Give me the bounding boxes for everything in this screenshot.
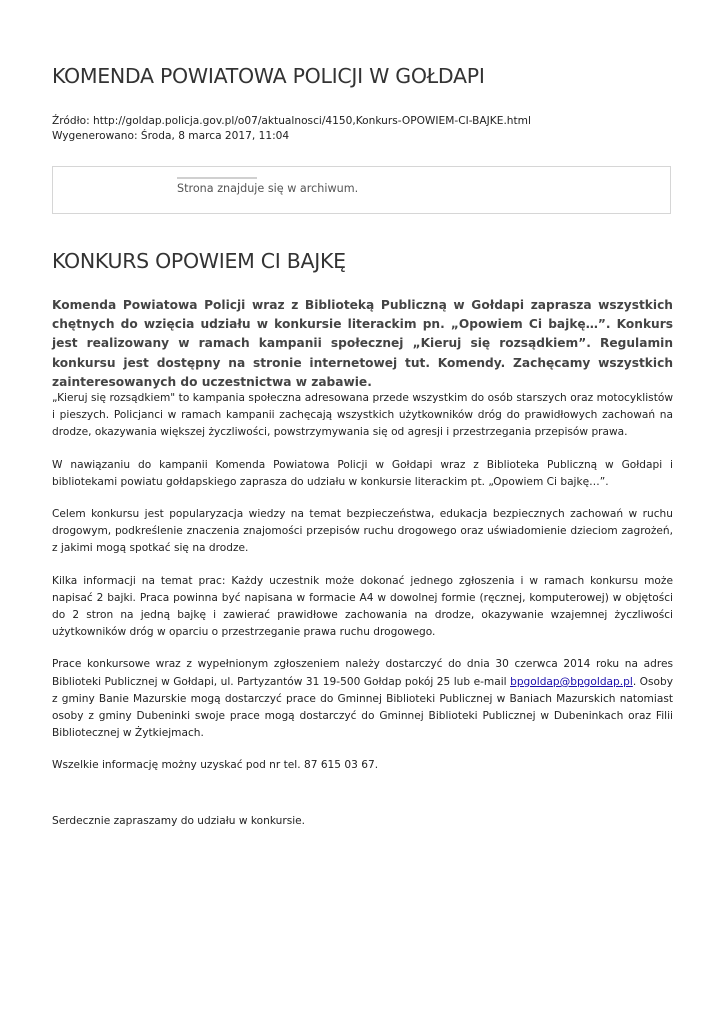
article-paragraph-goal: Celem konkursu jest popularyzacja wiedzy na temat bezpieczeństwa, edukacja bezpiecznych zachowań w ruchu drogowym, podkreślenie znaczenia znajomości przepisów ruchu drogowego oraz uświadomienie dzieciom zagrożeń, z jakimi mogą spotkać się na drodze. bbox=[52, 508, 673, 555]
submission-text-before: Prace konkursowe wraz z wypełnionym zgłoszeniem należy dostarczyć do dnia 30 czerwca 2014 roku na adres Biblioteki Publicznej w Gołdapi, ul. Partyzantów 31 19-500 Gołdap pokój 25 lub e-mail bbox=[52, 658, 673, 688]
generated-date-line: Wygenerowano: Środa, 8 marca 2017, 11:04 bbox=[52, 130, 290, 142]
article-paragraph-requirements: Kilka informacji na temat prac: Każdy uczestnik może dokonać jednego zgłoszenia i w ramach konkursu może napisać 2 bajki. Praca powinna być napisana w formacie A4 w dowolnej formie (ręcznej, komputerowej) w objętości do 2 stron na jedną bajkę i zawierać prawidłowe zachowania na drodze, okazywanie wzajemnej życzliwości użytkowników dróg w oparciu o przestrzeganie prawa ruchu drogowego. bbox=[52, 574, 673, 639]
article-body bbox=[52, 390, 673, 845]
archive-notice-divider bbox=[177, 177, 257, 179]
article-title: KONKURS OPOWIEM CI BAJKĘ bbox=[52, 249, 346, 273]
archive-notice-text: Strona znajduje się w archiwum. bbox=[177, 182, 359, 195]
organization-title: KOMENDA POWIATOWA POLICJI W GOŁDAPI bbox=[52, 64, 485, 88]
article-lead: Komenda Powiatowa Policji wraz z Biblioteką Publiczną w Gołdapi zaprasza wszystkich chętnych do wzięcia udziału w konkursie literackim pn. „Opowiem Ci bajkę…”. Konkurs jest realizowany w ramach kampanii społecznej „Kieruj się rozsądkiem”. Regulamin konkursu jest dostępny na stronie internetowej tut. Komendy. Zachęcamy wszystkich zainteresowanych do uczestnictwa w zabawie. bbox=[52, 298, 673, 389]
document-meta bbox=[52, 114, 531, 144]
email-link[interactable]: bpgoldap@bpgoldap.pl bbox=[510, 675, 633, 688]
article-paragraph-submission bbox=[52, 656, 673, 742]
article-paragraph-contact: Wszelkie informację możny uzyskać pod nr tel. 87 615 03 67. bbox=[52, 759, 379, 772]
article-closing: Serdecznie zapraszamy do udziału w konkursie. bbox=[52, 814, 306, 827]
article-paragraph-campaign: „Kieruj się rozsądkiem" to kampania społeczna adresowana przede wszystkim do osób starszych oraz motocyklistów i pieszych. Policjanci w ramach kampanii zachęcają wszystkich użytkowników dróg do prawidłowych zachowań na drodze, okazywania większej życzliwości, powstrzymywania się od agresji i przestrzegania przepisów prawa. bbox=[52, 392, 673, 439]
archive-notice-box bbox=[52, 166, 671, 214]
submission-text-after: . Osoby z gminy Banie Mazurskie mogą dostarczyć prace do Gminnej Biblioteki Publicznej w Baniach Mazurskich natomiast osoby z gminy Dubeninki swoje prace mogą dostarczyć do Gminnej Biblioteki Publicznej w Dubeninkach oraz Filii Bibliotecznej w Żytkiejmach. bbox=[52, 675, 673, 740]
source-url-line: Źródło: http://goldap.policja.gov.pl/o07/aktualnosci/4150,Konkurs-OPOWIEM-CI-BAJKE.html bbox=[52, 115, 531, 127]
article-paragraph-invitation: W nawiązaniu do kampanii Komenda Powiatowa Policji w Gołdapi wraz z Biblioteka Publiczną w Gołdapi i bibliotekami powiatu gołdapskiego zaprasza do udziału w konkursie literackim pt. „Opowiem Ci bajkę…”. bbox=[52, 458, 673, 488]
